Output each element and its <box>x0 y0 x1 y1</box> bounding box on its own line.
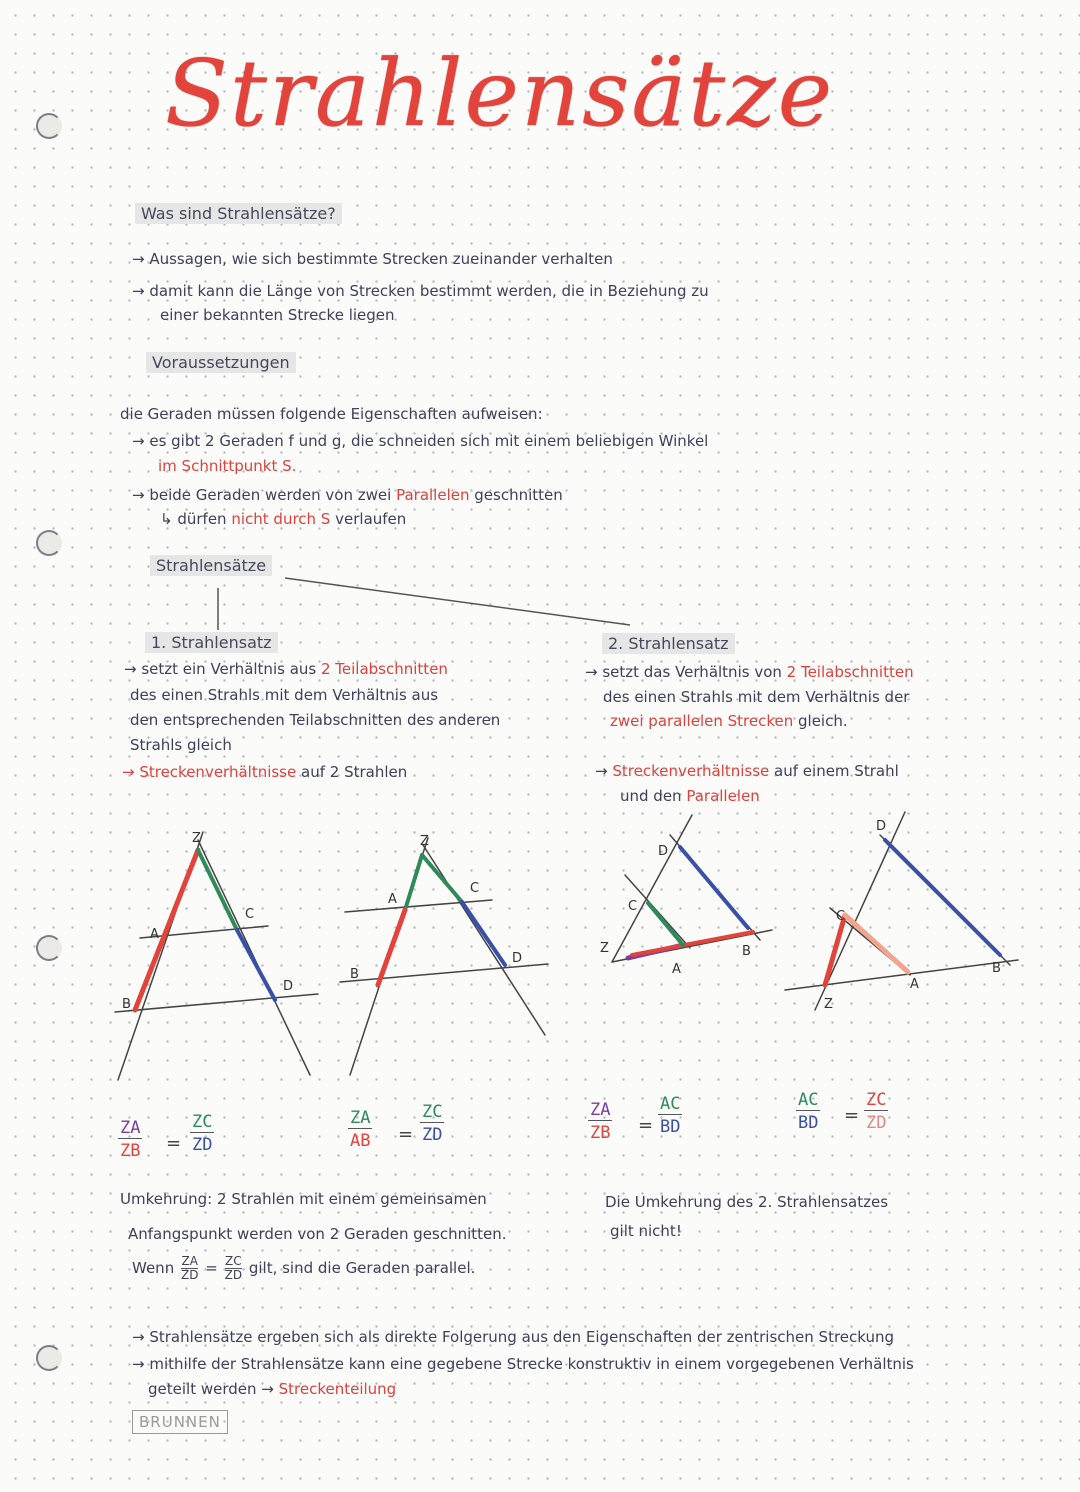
heading-voraussetzungen: Voraussetzungen <box>146 352 296 373</box>
text-line: die Geraden müssen folgende Eigenschaften aufweisen: <box>120 405 543 423</box>
label-c: C <box>470 881 480 896</box>
text-part: → <box>595 762 608 780</box>
fraction <box>588 1100 612 1143</box>
fraction <box>118 1118 142 1161</box>
text-line: gilt nicht! <box>610 1222 682 1240</box>
text-part: Wenn <box>132 1259 175 1277</box>
label-d: D <box>512 951 523 966</box>
text-line: Strahls gleich <box>130 736 232 754</box>
numerator: ZC <box>866 1090 887 1110</box>
diagram-4 <box>785 812 1018 1010</box>
label-b: B <box>992 961 1001 976</box>
text-part: geschnitten <box>474 486 563 504</box>
text-line: Die Umkehrung des 2. Strahlensatzes <box>605 1193 889 1211</box>
text-line: des einen Strahls mit dem Verhältnis aus <box>130 686 439 704</box>
fraction <box>348 1108 372 1151</box>
text-part: → beide Geraden werden von zwei <box>132 486 392 504</box>
label-a: A <box>388 892 397 907</box>
equals-sign: = <box>638 1115 654 1136</box>
fraction <box>864 1090 888 1133</box>
label-z: Z <box>192 831 201 846</box>
denominator: ZD <box>866 1113 887 1133</box>
diagram-3 <box>612 815 772 962</box>
label-c: C <box>836 909 846 924</box>
equals-sign: = <box>398 1124 414 1145</box>
text-red: Streckenverhältnisse <box>612 762 770 780</box>
diagram-1 <box>115 832 318 1080</box>
text-part: und den <box>620 787 682 805</box>
label-a: A <box>910 977 919 992</box>
text-part: auf 2 Strahlen <box>301 763 408 781</box>
denominator: ZD <box>224 1268 243 1282</box>
fraction <box>190 1112 214 1155</box>
heading-was-sind: Was sind Strahlensätze? <box>135 203 342 224</box>
equals-sign: = <box>205 1259 218 1277</box>
label-a: A <box>150 927 159 942</box>
text-part: geteilt werden → <box>148 1380 274 1398</box>
text-line: Anfangspunkt werden von 2 Geraden geschnitten. <box>128 1225 507 1243</box>
text-line: → damit kann die Länge von Strecken bestimmt werden, die in Beziehung zu <box>132 282 709 300</box>
text-red: im Schnittpunkt S. <box>158 457 297 475</box>
mini-fraction <box>181 1255 198 1282</box>
page-title: Strahlensätze <box>165 40 835 147</box>
text-line <box>148 1380 396 1399</box>
denominator: ZD <box>192 1135 213 1155</box>
denominator: ZD <box>180 1268 199 1282</box>
numerator: ZA <box>181 1254 198 1268</box>
label-d: D <box>283 979 294 994</box>
text-part: → setzt ein Verhältnis aus <box>124 660 317 678</box>
text-part: ↳ dürfen <box>160 510 227 528</box>
text-part: verlaufen <box>335 510 407 528</box>
numerator: ZA <box>350 1108 371 1128</box>
label-d: D <box>876 819 887 834</box>
text-line: → mithilfe der Strahlensätze kann eine gegebene Strecke konstruktiv in einem vorgegebenen Verhältnis <box>132 1355 914 1373</box>
label-c: C <box>628 899 638 914</box>
text-red: Streckenteilung <box>278 1380 397 1398</box>
text-line: Umkehrung: 2 Strahlen mit einem gemeinsamen <box>120 1190 487 1208</box>
text-part: gilt, sind die Geraden parallel. <box>248 1259 476 1277</box>
text-red: Parallelen <box>686 787 760 805</box>
label-b: B <box>350 967 359 982</box>
text-line: → Aussagen, wie sich bestimmte Strecken zueinander verhalten <box>132 250 613 268</box>
numerator: ZA <box>120 1118 141 1138</box>
heading-satz1: 1. Strahlensatz <box>145 632 278 653</box>
text-line: einer bekannten Strecke liegen <box>160 306 395 324</box>
text-red: → Streckenverhältnisse <box>122 763 297 781</box>
denominator: ZD <box>422 1125 443 1145</box>
denominator: ZB <box>120 1141 141 1161</box>
fraction <box>796 1090 820 1133</box>
equals-sign: = <box>166 1133 182 1154</box>
text-line <box>132 1255 475 1282</box>
label-d: D <box>658 844 669 859</box>
brand-logo: BRUNNEN <box>132 1410 228 1434</box>
text-red: zwei parallelen Strecken <box>610 712 794 730</box>
label-c: C <box>245 907 255 922</box>
label-z: Z <box>420 834 429 849</box>
text-line: → Strahlensätze ergeben sich als direkte Folgerung aus den Eigenschaften der zentrischen Streckung <box>132 1328 895 1346</box>
label-b: B <box>122 997 131 1012</box>
numerator: ZC <box>422 1102 443 1122</box>
mini-fraction <box>225 1255 242 1282</box>
text-line: des einen Strahls mit dem Verhältnis der <box>603 688 910 706</box>
text-line: → es gibt 2 Geraden f und g, die schneiden sich mit einem beliebigen Winkel <box>132 432 709 450</box>
text-part: auf einem Strahl <box>774 762 899 780</box>
fraction <box>420 1102 444 1145</box>
numerator: ZC <box>225 1254 242 1268</box>
heading-strahlensaetze: Strahlensätze <box>150 555 272 576</box>
fraction <box>658 1094 682 1137</box>
label-z: Z <box>824 997 833 1012</box>
text-red: Parallelen <box>396 486 470 504</box>
text-part: → setzt das Verhältnis von <box>585 663 782 681</box>
label-b: B <box>742 944 751 959</box>
heading-satz2: 2. Strahlensatz <box>602 633 735 654</box>
label-a: A <box>672 962 681 977</box>
numerator: AC <box>660 1094 681 1114</box>
denominator: ZB <box>590 1123 611 1143</box>
text-part: gleich. <box>798 712 848 730</box>
label-z: Z <box>600 941 609 956</box>
text-red: 2 Teilabschnitten <box>320 660 448 678</box>
denominator: BD <box>660 1117 681 1137</box>
text-red: nicht durch S <box>231 510 331 528</box>
denominator: AB <box>350 1131 371 1151</box>
numerator: ZC <box>192 1112 213 1132</box>
numerator: ZA <box>590 1100 611 1120</box>
denominator: BD <box>798 1113 819 1133</box>
numerator: AC <box>798 1090 819 1110</box>
equals-sign: = <box>844 1105 860 1126</box>
text-red: 2 Teilabschnitten <box>786 663 914 681</box>
text-line: den entsprechenden Teilabschnitten des anderen <box>130 711 501 729</box>
